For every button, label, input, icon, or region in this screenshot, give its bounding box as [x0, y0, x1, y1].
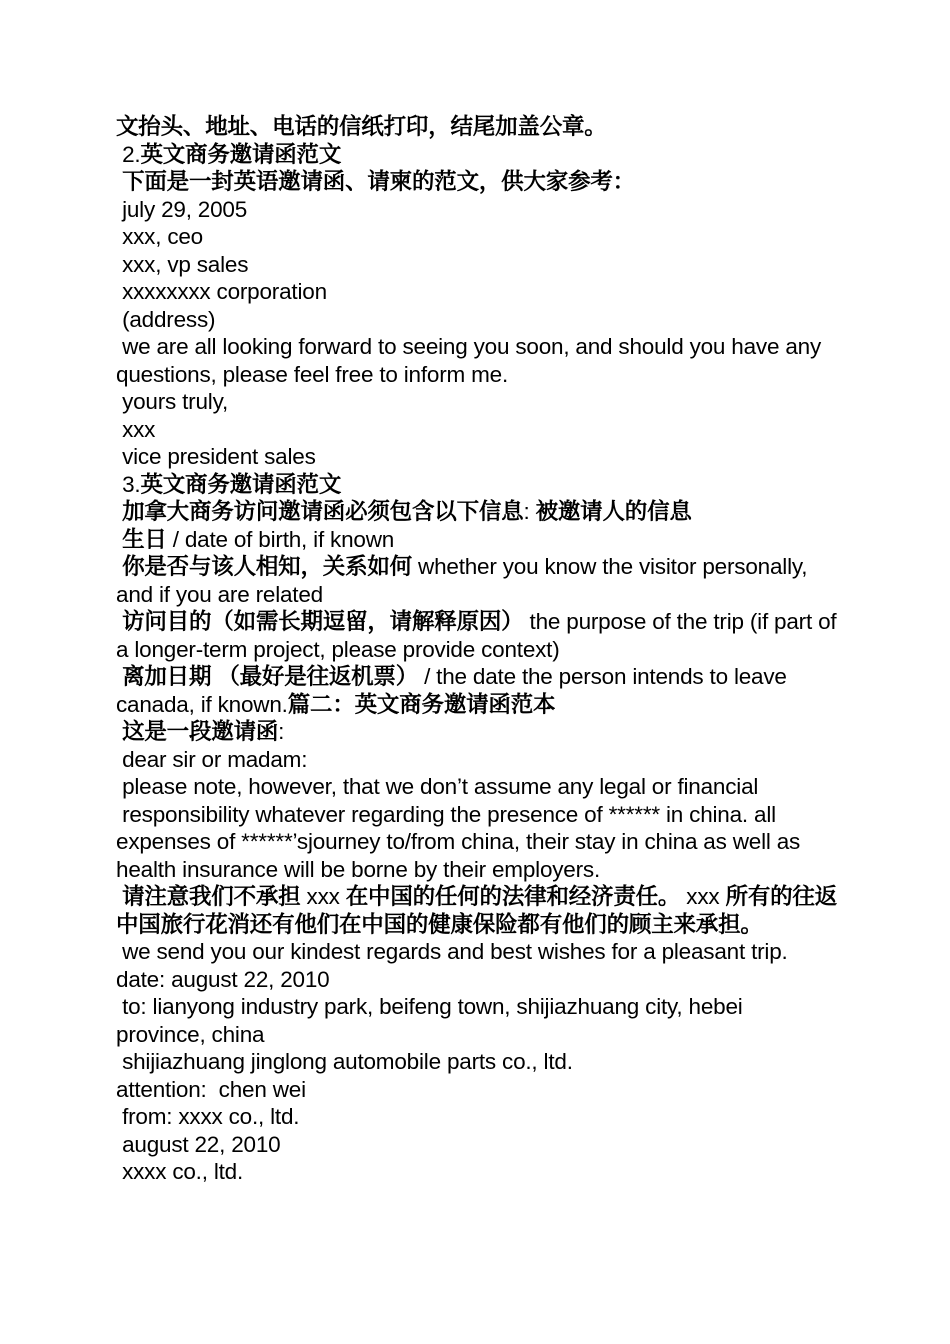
sender-line: xxxx co., ltd. [116, 1159, 244, 1184]
section-heading: 3.英文商务邀请函范文 [116, 471, 342, 497]
letter-body: please note, however, that we don’t assume any legal or financial [116, 774, 759, 799]
letter-closing: yours truly, [116, 389, 229, 414]
recipient-line: xxxxxxxx corporation [116, 279, 327, 304]
recipient-line: (address) [116, 306, 216, 332]
letter-body: we send you our kindest regards and best wishes for a pleasant trip. date: august 22, 2010 [116, 939, 794, 992]
text-line: 生日 / date of birth, if known [116, 526, 395, 552]
section-heading: 2.英文商务邀请函范文 [116, 141, 342, 167]
text-line: 你是否与该人相知，关系如何 whether you know the visitor personally, and if you are related [116, 554, 814, 607]
attention-line: attention: chen wei [116, 1076, 306, 1102]
address-line: shijiazhuang jinglong automobile parts co., ltd. [116, 1049, 573, 1074]
text-line: 加拿大商务访问邀请函必须包含以下信息: 被邀请人的信息 [116, 499, 692, 524]
letter-date: july 29, 2005 [116, 196, 248, 222]
letter-salutation: dear sir or madam: [116, 746, 308, 772]
letter-signature: xxx [116, 416, 156, 442]
letter-body: we are all looking forward to seeing you soon, and should you have any questions, please feel free to inform me. [116, 334, 828, 387]
text-line: 离加日期 （最好是往返机票） / the date the person intends to leave canada, if known.篇二：英文商务邀请函范本 [116, 664, 793, 717]
recipient-line: xxx, ceo [116, 224, 203, 249]
text-line: 访问目的（如需长期逗留，请解释原因） the purpose of the trip (if part of a longer-term project, please provide context) [116, 609, 843, 662]
text-line: 下面是一封英语邀请函、请柬的范文，供大家参考： [116, 169, 635, 194]
address-line: to: lianyong industry park, beifeng town, shijiazhuang city, hebei province, china [116, 994, 749, 1047]
letter-signature-title: vice president sales [116, 444, 316, 469]
document-page [116, 113, 843, 1186]
recipient-line: xxx, vp sales [116, 251, 249, 277]
text-line: 这是一段邀请函: [116, 719, 285, 744]
letter-body: responsibility whatever regarding the presence of ****** in china. all expenses of ******’sjourney to/from china, their stay in china as well as health insurance will be borne by their employers. [116, 801, 807, 882]
sender-line: from: xxxx co., ltd. [116, 1104, 300, 1129]
letter-date: august 22, 2010 [116, 1131, 281, 1157]
text-line: 文抬头、地址、电话的信纸打印，结尾加盖公章。 [116, 114, 607, 139]
text-line: 请注意我们不承担 xxx 在中国的任何的法律和经济责任。 xxx 所有的往返中国旅行花消还有他们在中国的健康保险都有他们的顾主来承担。 [116, 884, 838, 937]
